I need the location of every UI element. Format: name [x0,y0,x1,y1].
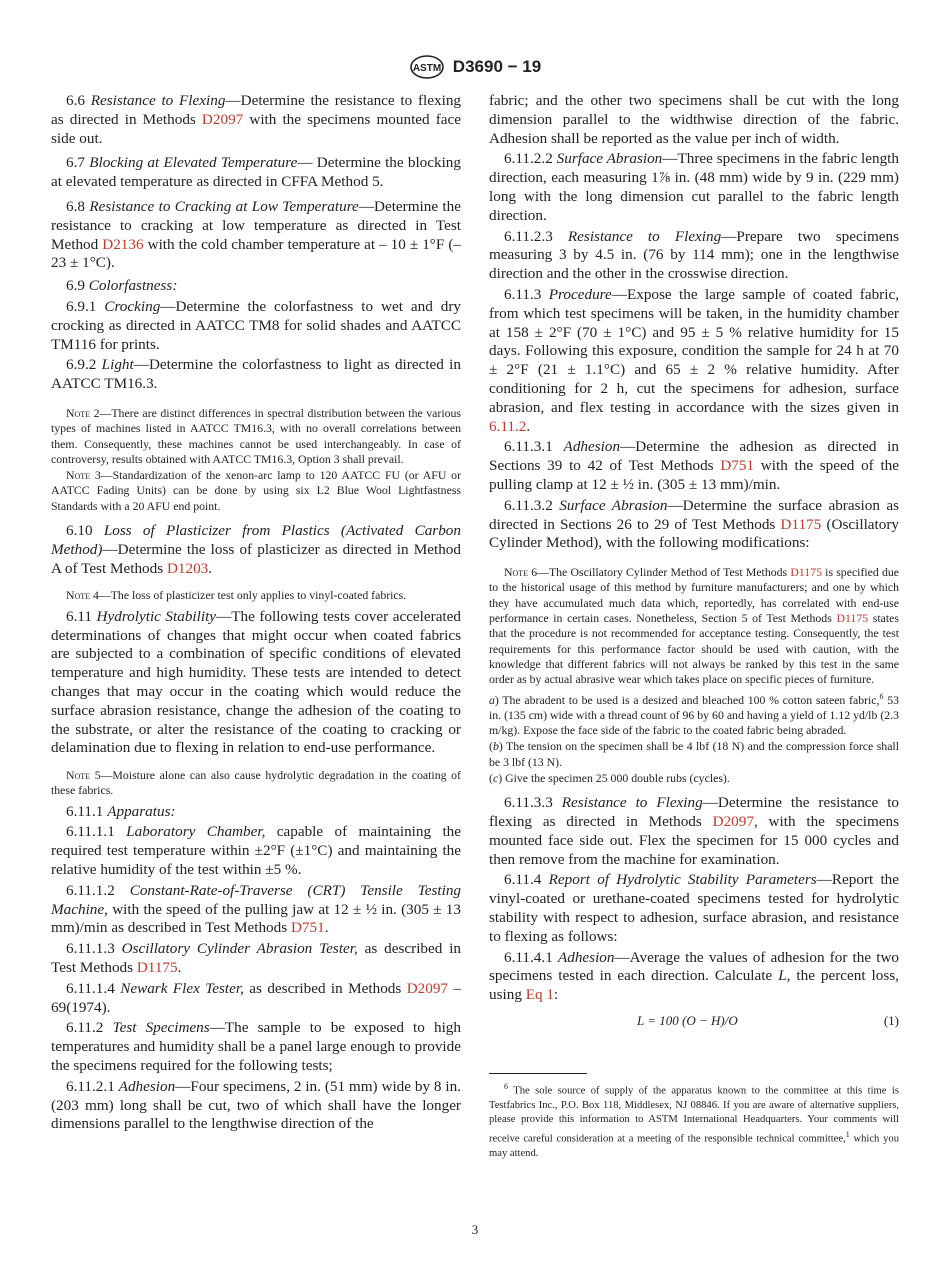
ref-link[interactable]: D751 [720,457,755,475]
right-column [489,92,899,1161]
section-6-11-3-3: 6.11.3.3 Resistance to Flexing—Determine the resistance to flexing as directed in Methods D2097, with the specimens mounted face side out. Flex the specimen for 15 000 cycles and then remove from the machine for examination. [489,794,900,868]
section-6-11-1-2: 6.11.1.2 Constant-Rate-of-Traverse (CRT) Tensile Testing Machine, with the speed of the pulling jaw at 12 ± ½ in. (305 ± 13 mm)/min as described in Test Methods D751. [51,881,462,937]
ref-link[interactable]: D2136 [102,235,144,253]
section-6-8: 6.8 Resistance to Cracking at Low Temperature—Determine the resistance to cracking at low temperature as directed in Test Method D2136 with the cold chamber temperature at – 10 ± 1°F (–23 ± 1°C). [51,197,461,272]
ref-link[interactable]: D1175 [836,611,869,626]
equation-formula: L = 100 (O − H)/O [637,1012,738,1028]
section-6-11-3-1: 6.11.3.1 Adhesion—Determine the adhesion as directed in Sections 39 to 42 of Test Methods D751 with the speed of the pulling clamp at 12 ± ½ in. (305 ± 13 mm)/min. [489,438,899,493]
item-b: (b) The tension on the specimen shall be 4 lbf (18 N) and the compression force shall be 3 lbf (13 N). [489,739,899,769]
section-6-11-4-1: 6.11.4.1 Adhesion—Average the values of adhesion for the two specimens tested in each direction. Calculate L, the percent loss, using Eq 1: [489,948,900,1004]
ref-link[interactable]: D1203 [166,559,209,577]
equation-number: (1) [883,1012,899,1028]
section-6-11-1-3: 6.11.1.3 Oscillatory Cylinder Abrasion Tester, as described in Test Methods D1175. [51,940,462,977]
note-5: Note 5—Moisture alone can also cause hydrolytic degradation in the coating of these fabrics. [51,768,461,798]
section-6-11-2-1: 6.11.2.1 Adhesion—Four specimens, 2 in. (51 mm) wide by 8 in. (203 mm) long shall be cut, two of which shall have the longer dimensions parallel to the lengthwise direction of the [51,1077,461,1133]
section-6-9-2: 6.9.2 Light—Determine the colorfastness to light as directed in AATCC TM16.3. [51,356,461,393]
item-c: (c) Give the specimen 25 000 double rubs (cycles). [489,770,730,785]
astm-logo-icon [409,54,445,80]
section-6-11: 6.11 Hydrolytic Stability—The following tests cover accelerated determinations of changes that might occur when coated fabrics are subjected to a combination of specific conditions of elevated temperature and high humidity. These tests are intended to detect changes that may occur in the coating which would reduce the surface abrasion resistance, change the adhesion of the coating to the substrate, or alter the resistance of the coating to cracking or delamination due to flexing in relation to end-use performance. [51,607,461,757]
page-number: 3 [471,1222,479,1237]
equation-link[interactable]: Eq 1 [525,986,554,1004]
section-6-11-3: 6.11.3 Procedure—Expose the large sample of coated fabric, from which test specimens will be taken, in the humidity chamber at 158 ± 2°F (70 ± 1°C) and 95 ± 5 % relative humidity for 15 days. Following this exposure, condition the sample for 24 h at 70 ± 2°F (21 ± 1.1°C) and 65 ± 2 % relative humidity. After conditioning for 2 h, cut the specimens for adhesion, surface abrasion, and flex testing in accordance with the sizes given in 6.11.2. [489,285,899,435]
section-6-11-3-2: 6.11.3.2 Surface Abrasion—Determine the surface abrasion as directed in Sections 26 to 29 of Test Methods D1175 (Oscillatory Cylinder Method), with the following modifications: [489,496,900,552]
left-column [51,92,461,1136]
ref-link[interactable]: 6.11.2 [489,417,527,435]
section-6-11-2-2: 6.11.2.2 Surface Abrasion—Three specimens in the fabric length direction, each measuring 1⅞ in. (48 mm) wide by 9 in. (229 mm) long with the long dimension cut parallel to the fabric length direction. [489,150,899,224]
footnote-divider [489,1073,587,1074]
section-6-7: 6.7 Blocking at Elevated Temperature— Determine the blocking at elevated temperature as directed in CFFA Method 5. [51,154,461,191]
section-6-11-1: 6.11.1 Apparatus: [66,802,176,820]
document-id: D3690 − 19 [452,57,542,76]
svg-text:ASTM: ASTM [412,63,441,74]
section-6-11-2: 6.11.2 Test Specimens—The sample to be exposed to high temperatures and humidity shall be a panel large enough to provide the specimens required for the following tests; [51,1019,461,1075]
section-6-11-4: 6.11.4 Report of Hydrolytic Stability Parameters—Report the vinyl-coated or urethane-coated specimens tested for hydrolytic stability with respect to adhesion, surface abrasion, and resistance to flexing as follows: [489,871,899,945]
note-2: Note 2—There are distinct differences in spectral distribution between the various types of machines listed in AATCC TM16.3, with no overall correlations between them. Consequently, these machines cannot be used interchangeably. In case of controversy, results obtained with AATCC TM16.3, Option 3 shall prevail. [51,405,462,466]
ref-link[interactable]: D751 [290,919,325,937]
note-3: Note 3—Standardization of the xenon-arc lamp to 120 AATCC FU (or AFU or AATCC Fading Units) can be done by using six L2 Blue Wool Lightfastness Standards with a 20 AFU end point. [51,468,461,513]
ref-link[interactable]: D1175 [136,959,178,977]
section-6-10: 6.10 Loss of Plasticizer from Plastics (Activated Carbon Method)—Determine the loss of plasticizer as directed in Method A of Test Methods D1203. [51,522,461,577]
page-header [0,54,950,80]
section-6-9: 6.9 Colorfastness: [66,277,178,295]
ref-link[interactable]: D1175 [790,565,822,580]
ref-link[interactable]: D2097 [201,110,244,128]
section-6-11-1-1: 6.11.1.1 Laboratory Chamber, capable of maintaining the required test temperature within ±2°F (±1°C) and maintaining the relative humidity of the test within ±5 %. [51,823,462,879]
note-6: Note 6—The Oscillatory Cylinder Method of Test Methods D1175 is specified due to the historical usage of this method by furniture manufacturers; and one by which they have accumulated much data which, reportedly, has correlated with end-use performance in certain cases. Nonetheless, Section 5 of Test Methods D1175 states that the procedure is not recommended for acceptance testing. Consequently, the test requirements for this performance factor should be used with caution, with the knowledge that different fabrics will not always be ranked by this test in the same order as by actual abrasive wear which takes place on specific pieces of furniture. [489,565,900,687]
ref-link[interactable]: D2097 [406,979,449,997]
equation-1 [489,1011,899,1035]
ref-link[interactable]: D2097 [712,813,754,830]
note-4: Note 4—The loss of plasticizer test only applies to vinyl-coated fabrics. [66,588,407,603]
footnote-6: $^6$ The sole source of supply of the apparatus known to the committee at this time is Testfabrics Inc., P.O. Box 118, Middlesex, NJ 08846. If you are aware of alternative suppliers, please provide this information to ASTM International Headquarters. Your comments will receive careful consideration at a meeting of the responsible technical committee,$^1$ which you may attend. [489,1081,899,1159]
section-6-11-2-3: 6.11.2.3 Resistance to Flexing—Prepare two specimens measuring 3 by 4.5 in. (76 by 114 mm); one in the lengthwise direction and the other in the crosswise direction. [489,227,899,283]
section-6-9-1: 6.9.1 Crocking—Determine the colorfastness to wet and dry crocking as directed in AATCC TM8 for solid shades and AATCC TM116 for prints. [51,297,462,353]
ref-link[interactable]: D1175 [780,515,822,533]
section-6-6: 6.6 Resistance to Flexing—Determine the resistance to flexing as directed in Methods D2097 with the specimens mounted face side out. [51,92,462,147]
section-6-11-1-4: 6.11.1.4 Newark Flex Tester, as described in Methods D2097 – 69(1974). [51,979,462,1016]
section-6-11-2-1-continued: fabric; and the other two specimens shall be cut with the long dimension parallel to the widthwise direction of the fabric. Adhesion shall be reported as the value per inch of width. [489,92,899,147]
item-a: a) The abradent to be used is a desized and bleached 100 % cotton sateen fabric,$^6$ 53 in. (135 cm) wide with a thread count of 96 by 60 and having a yield of 1.12 yd/lb (2.3 m/kg). Expose the face side of the fabric to the coated fabric being abraded. [489,691,900,738]
